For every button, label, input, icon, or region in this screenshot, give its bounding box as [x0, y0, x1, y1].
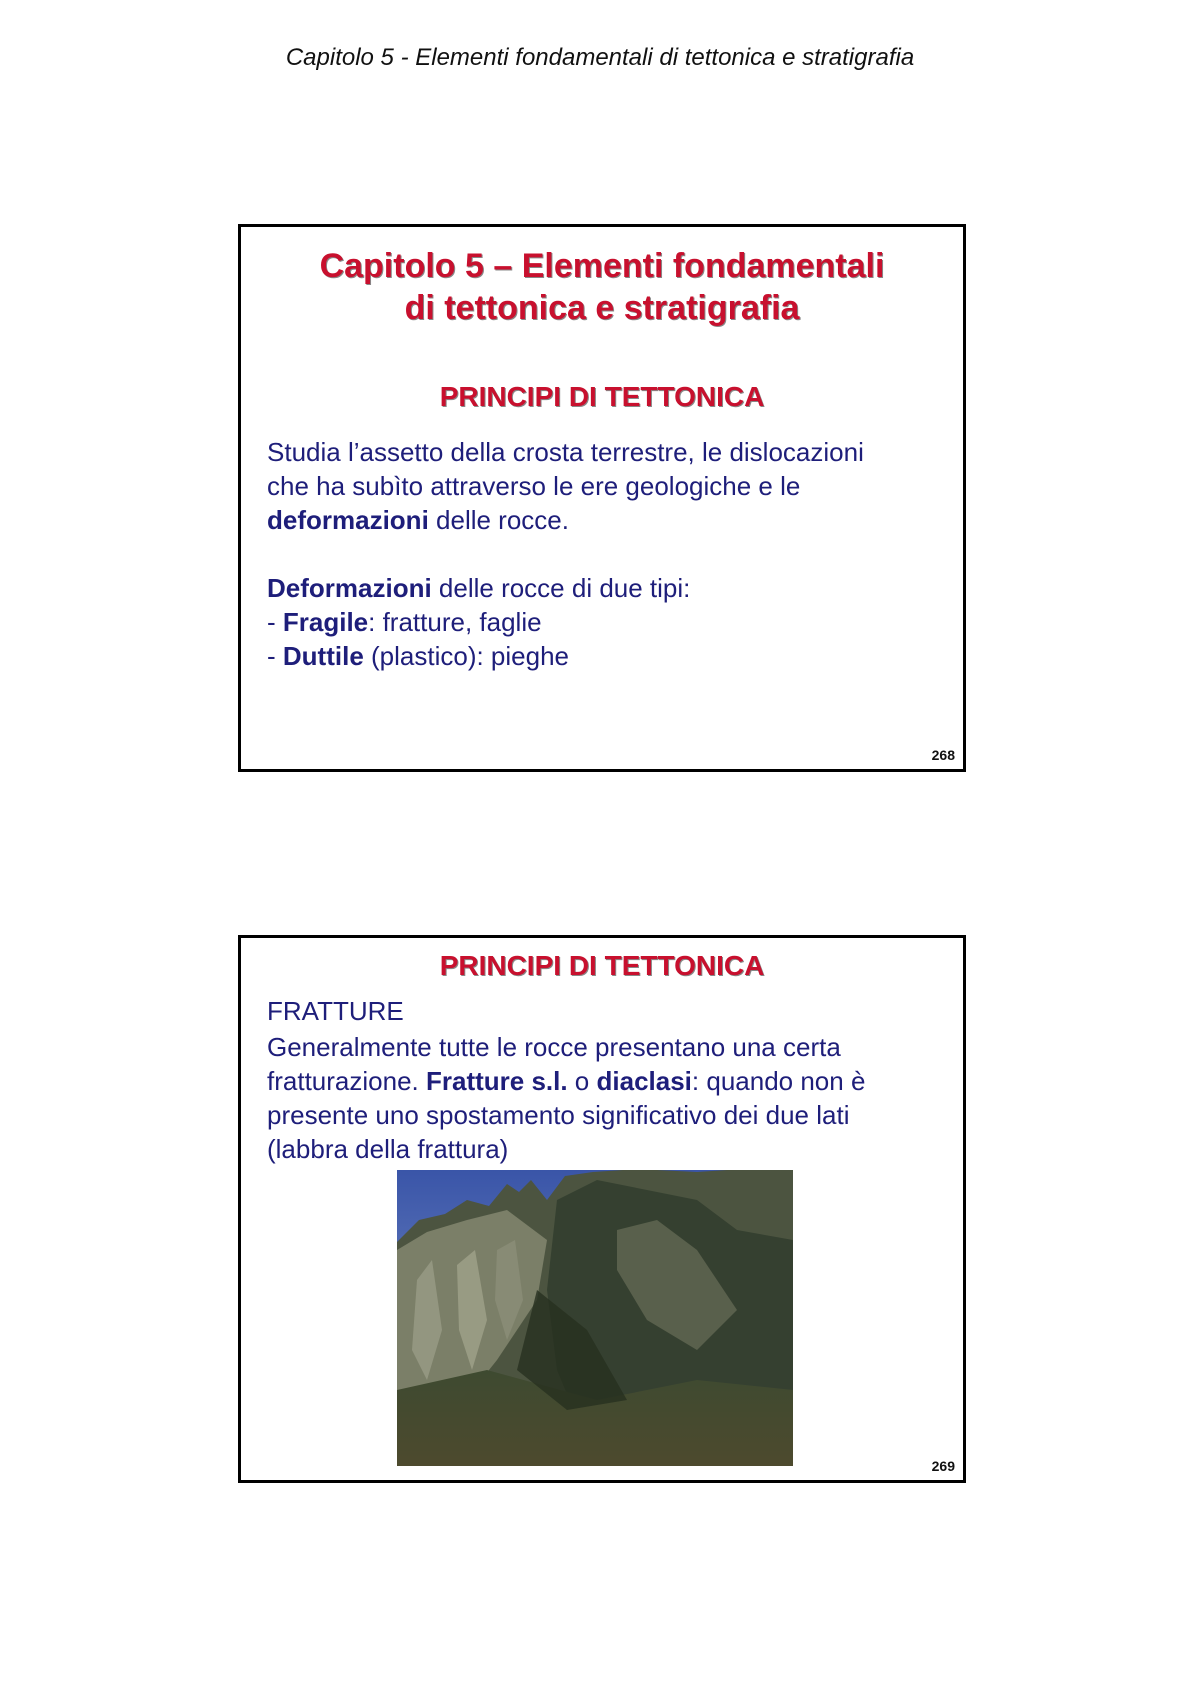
fratture-line-1: Generalmente tutte le rocce presentano una certa: [267, 1032, 841, 1062]
definition-paragraph: [267, 435, 947, 537]
list-dash: -: [267, 641, 283, 671]
fratture-line-2-start: fratturazione.: [267, 1066, 426, 1096]
fratture-heading: FRATTURE: [267, 996, 404, 1026]
list-item-duttile: [267, 639, 947, 673]
chapter-title-line-1: Capitolo 5 – Elementi fondamentali: [319, 247, 885, 285]
section-title: PRINCIPI DI TETTONICA: [439, 381, 765, 412]
diaclasi-term: diaclasi: [596, 1066, 692, 1096]
deformazioni-term: deformazioni: [267, 505, 429, 535]
fratture-line-4: (labbra della frattura): [267, 1134, 509, 1164]
running-header: Capitolo 5 - Elementi fondamentali di tettonica e stratigrafia: [285, 44, 915, 71]
definition-line-3: [267, 503, 947, 537]
chapter-title-line-2: di tettonica e stratigrafia: [404, 289, 800, 327]
fratture-line-3: presente uno spostamento significativo dei due lati: [267, 1100, 850, 1130]
fratture-sl-term: Fratture s.l.: [425, 1066, 568, 1096]
definition-line-1: Studia l’assetto della crosta terrestre, le dislocazioni: [267, 437, 864, 467]
fragile-term: Fragile: [282, 607, 369, 637]
definition-line-2: che ha subìto attraverso le ere geologiche e le: [267, 471, 801, 501]
deformation-types-intro: [267, 571, 947, 605]
deformation-intro-rest: delle rocce di due tipi:: [431, 573, 691, 603]
deformation-types: [267, 571, 947, 673]
duttile-description: (plastico): pieghe: [363, 641, 570, 671]
page-number: 268: [931, 747, 955, 763]
definition-line-3-end: delle rocce.: [428, 505, 569, 535]
slide-269: [238, 935, 966, 1483]
fragile-description: : fratture, faglie: [368, 607, 542, 637]
fratture-line-2-end: : quando non è: [691, 1066, 866, 1096]
chapter-title: [241, 245, 963, 329]
list-item-fragile: [267, 605, 947, 639]
fractured-rock-mountain-photo: [397, 1170, 793, 1466]
section-title: PRINCIPI DI TETTONICA: [439, 950, 765, 981]
slide-268: [238, 224, 966, 772]
fratture-paragraph: [267, 1030, 947, 1166]
page-number: 269: [931, 1458, 955, 1474]
list-dash: -: [267, 607, 283, 637]
deformazioni-heading: Deformazioni: [267, 573, 432, 603]
fratture-line-2-mid: o: [567, 1066, 597, 1096]
fratture-line-2: [267, 1064, 947, 1098]
duttile-term: Duttile: [282, 641, 364, 671]
